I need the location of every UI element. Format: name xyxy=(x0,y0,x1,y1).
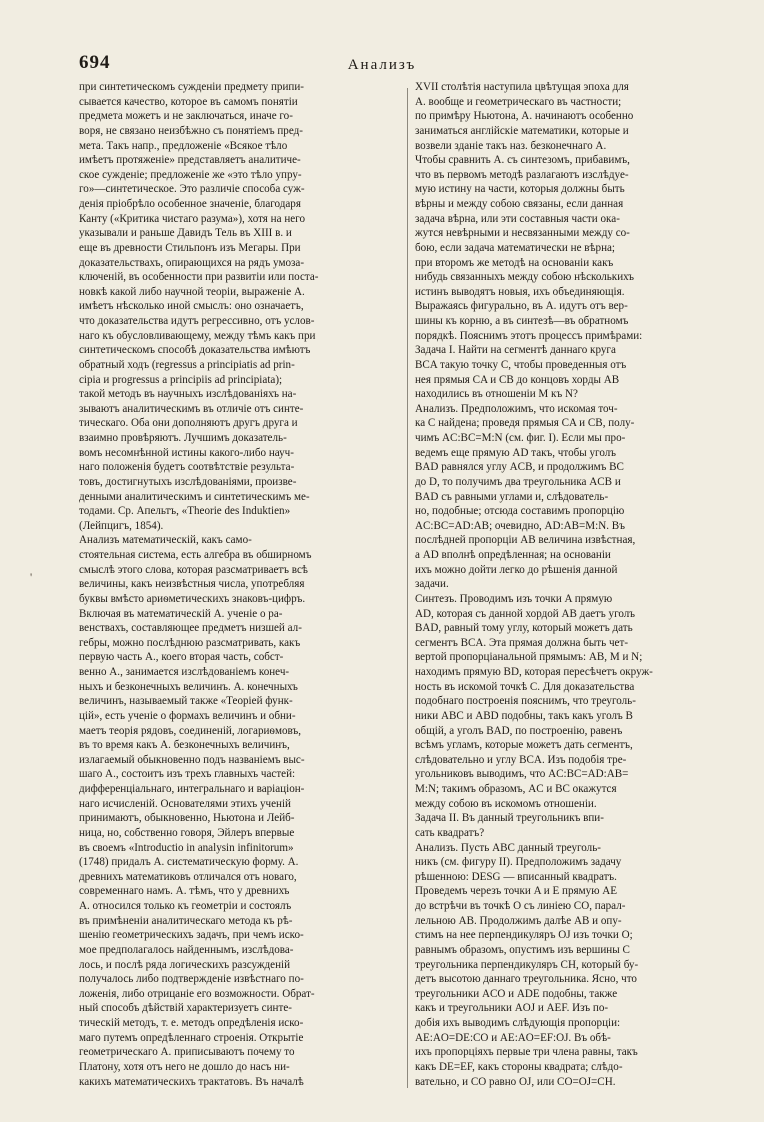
text-line: геометрическаго А. приписываютъ почему то xyxy=(79,1046,295,1059)
text-line: всѣмъ угламъ, которые можетъ дать сегментъ, xyxy=(415,739,633,752)
text-line: венно А., занимается изслѣдованіемъ конеч- xyxy=(79,666,290,678)
text-line: AD, которая съ данной хордой AB даетъ уголъ xyxy=(415,607,636,620)
text-line: находимъ прямую BD, которая пересѣчетъ окруж- xyxy=(415,666,653,678)
text-line: задачи. xyxy=(415,578,449,591)
text-line: зываютъ аналитическимъ въ отличіе отъ синте- xyxy=(79,402,304,415)
text-line: Задача II. Въ данный треугольникъ впи- xyxy=(415,812,604,825)
text-line: венствахъ, составляющее предметъ низшей ал- xyxy=(79,622,302,635)
text-line: cipia и progressus a principiis ad principiata); xyxy=(79,373,283,386)
text-line: никъ (см. фигуру II). Предположимъ задачу xyxy=(415,856,622,869)
text-line: детъ высотою даннаго треугольника. Ясно, что xyxy=(415,973,637,986)
text-line: послѣдней пропорціи AB величина извѣстная, xyxy=(415,534,636,547)
text-line: наго къ обусловливающему, между тѣмъ какъ при xyxy=(79,329,316,342)
text-line: обратный ходъ (regressus a principiatis ad prin- xyxy=(79,358,295,371)
text-line: Выражаясь фигурально, въ А. идутъ отъ вер- xyxy=(415,300,628,313)
text-line: вѣрны и между собою связаны, если данная xyxy=(415,198,624,210)
text-line: вательно, и CO равно OJ, или CO=OJ=CH. xyxy=(415,1075,616,1088)
text-line: А. вообще и геометрическаго въ частности; xyxy=(415,95,622,108)
text-line: Канту («Критика чистаго разума»), хотя на него xyxy=(79,212,306,225)
text-line: ложенія, либо отрицаніе его возможности. Обрат- xyxy=(79,987,315,1000)
text-line: AC:BC=AD:AB; очевидно, AD:AB=M:N. Въ xyxy=(415,519,625,532)
text-line: нея прямыя CA и CB до концовъ хорды AB xyxy=(415,373,620,386)
text-line: сегментъ BCA. Эта прямая должна быть чет- xyxy=(415,636,629,649)
text-line: ихъ можно дойти легко до рѣшенія данной xyxy=(415,563,618,576)
left-column xyxy=(79,80,407,1096)
text-line: товъ, достигнутыхъ изслѣдованіями, произве- xyxy=(79,475,297,488)
running-head: Анализъ xyxy=(347,57,417,73)
text-line: цій», есть ученіе о формахъ величинъ и обни- xyxy=(79,709,296,722)
text-line: стоятельная система, есть алгебра въ обширномъ xyxy=(79,549,312,561)
text-line: подобнаго построенія пояснимъ, что треуголь- xyxy=(415,695,636,708)
text-line: рѣшенною: DESG — вписанный квадратъ. xyxy=(415,870,617,883)
text-line: Синтезъ. Проводимъ изъ точки A прямую xyxy=(415,592,613,605)
text-line: ведемъ еще прямую AD такъ, чтобы уголъ xyxy=(415,446,616,459)
text-line: истинъ выводятъ новыя, ихъ объединяющія. xyxy=(415,285,625,298)
text-line: бою, если задача математически не вѣрна; xyxy=(415,241,616,254)
text-line: жутся невѣрными и несвязанными между со- xyxy=(415,227,630,240)
text-line: стимъ на нее перпендикуляръ OJ изъ точки O; xyxy=(415,929,633,942)
text-line: ныхъ и безконечныхъ величинъ. А. конечныхъ xyxy=(79,680,298,693)
text-line: маетъ теорія рядовъ, соединеній, логариѳмовъ, xyxy=(79,724,302,737)
text-line: а AD вполнѣ опредѣленная; на основаніи xyxy=(415,549,611,561)
text-line: вертой пропорціанальной прямымъ: AB, M и N; xyxy=(415,651,643,664)
text-line: указывали и раньше Давидъ Тель въ XIII в. и xyxy=(79,227,292,240)
text-line: Анализъ. Предположимъ, что искомая точ- xyxy=(415,402,618,415)
text-line: взаимно провѣряютъ. Лучшимъ доказатель- xyxy=(79,432,287,444)
text-line: BAD равнялся углу ACB, и продолжимъ BC xyxy=(415,461,624,474)
text-line: предмета можетъ и не заключаться, иначе го- xyxy=(79,110,293,123)
text-line: находились въ отношеніи M къ N? xyxy=(415,388,578,401)
text-line: общій, а уголъ BAD, по построенію, равенъ xyxy=(415,724,623,737)
text-line: возвели зданіе такъ наз. безконечнаго А. xyxy=(415,139,607,152)
text-line: какъ DE=EF, какъ стороны квадрата; слѣдо- xyxy=(415,1060,623,1073)
text-line: ка C найдена; проведя прямыя CA и CB, полу- xyxy=(415,417,635,430)
text-line: BCA такую точку C, чтобы проведенныя отъ xyxy=(415,358,627,371)
text-line: имѣетъ протяженіе» представляетъ аналитиче- xyxy=(79,154,301,167)
text-line: ское сужденіе; предложеніе же «это тѣло упру- xyxy=(79,168,302,181)
text-line: по примѣру Ньютона, А. начинаютъ особенно xyxy=(415,110,634,123)
text-line: вомъ несомнѣнной истины какого-либо науч- xyxy=(79,446,294,459)
text-line: чимъ AC:BC=M:N (см. фиг. I). Если мы про- xyxy=(415,432,626,444)
text-line: смыслѣ этого слова, которая разсматриваетъ всѣ xyxy=(79,563,308,576)
text-line: дифференціальнаго, интегральнаго и варіаціон- xyxy=(79,783,305,795)
column-divider xyxy=(407,88,408,1088)
text-line: M:N; такимъ образомъ, AC и BC окажутся xyxy=(415,783,617,795)
text-line: Включая въ математическій А. ученіе о ра- xyxy=(79,607,283,620)
text-line: такой методъ въ научныхъ изслѣдованіяхъ на- xyxy=(79,388,297,401)
text-line: въ примѣненіи аналитическаго метода къ рѣ- xyxy=(79,914,293,927)
text-line: XVII столѣтія наступила цвѣтущая эпоха для xyxy=(415,81,629,93)
text-line: денными аналитическимъ и синтетическимъ ме- xyxy=(79,490,310,503)
text-line: задача вѣрна, или эти составныя части ока- xyxy=(415,212,620,225)
text-line: лось, и послѣ ряда логическихъ разсужденій xyxy=(79,958,291,971)
text-line: ность въ искомой точкѣ C. Для доказательства xyxy=(415,680,635,693)
text-line: сывается качество, которое въ самомъ понятіи xyxy=(79,95,298,108)
page-number: 694 xyxy=(79,52,111,73)
text-line: Чтобы сравнить А. съ синтезомъ, прибавимъ, xyxy=(415,154,630,167)
text-line: воря, не связано неизбѣжно съ понятіемъ пред- xyxy=(79,124,303,137)
text-line: тическій методъ, т. е. методъ опредѣленія иско- xyxy=(79,1017,304,1029)
text-line: сать квадратъ? xyxy=(415,826,485,839)
text-line: Задача I. Найти на сегментѣ даннаго круга xyxy=(415,344,616,357)
text-line: BAD съ равными углами и, слѣдователь- xyxy=(415,490,609,503)
text-line: мое предполагалось найденнымъ, изслѣдова- xyxy=(79,943,294,956)
text-line: при второмъ же методѣ на основаніи какъ xyxy=(415,256,614,269)
text-line: нибудь связанныхъ между собою нѣсколькихъ xyxy=(415,271,634,284)
text-line: въ своемъ «Introductio in analysin infinitorum» xyxy=(79,841,294,854)
text-line: шины къ корню, а въ синтезѣ—въ обратномъ xyxy=(415,315,629,327)
text-line: тодами. Ср. Апельтъ, «Theorie des Induktien» xyxy=(79,505,291,518)
text-line: слѣдовательно и углу BCA. Изъ подобія тре- xyxy=(415,753,627,766)
margin-mark: ' xyxy=(30,570,33,584)
text-line: заниматься англійскіе математики, которые и xyxy=(415,124,629,137)
right-column xyxy=(415,80,743,1096)
text-line: при синтетическомъ сужденіи предмету припи- xyxy=(79,81,304,93)
text-line: мета. Такъ напр., предложеніе «Всякое тѣло xyxy=(79,139,288,152)
text-line: угольниковъ выводимъ, что AC:BC=AD:AB= xyxy=(415,768,629,781)
text-line: (Лейпцигъ, 1854). xyxy=(79,519,164,532)
text-line: до встрѣчи въ точкѣ O съ линіею CO, парал- xyxy=(415,900,626,912)
text-line: принимаютъ, обыкновенно, Ньютона и Лейб- xyxy=(79,812,295,825)
text-line: ключеній, въ особенности при развитіи или поста- xyxy=(79,271,319,284)
text-line: доказательствахъ, опирающихся на рядъ умоза- xyxy=(79,256,305,269)
text-line: денія пріобрѣло особенное значеніе, благодаря xyxy=(79,198,301,210)
text-line: величинъ, называемый также «Теоріей функ- xyxy=(79,695,293,708)
text-line: ники ABC и ABD подобны, такъ какъ уголъ B xyxy=(415,709,633,722)
text-line: треугольника перпендикуляръ CH, который бу- xyxy=(415,958,639,971)
text-line: ный способъ дѣйствій характеризуетъ синте- xyxy=(79,1002,292,1015)
text-line: но, подобные; отсюда составимъ пропорцію xyxy=(415,505,625,518)
text-line: шенію геометрическихъ задачъ, при чемъ иско- xyxy=(79,929,304,942)
text-line: между собою въ искомомъ отношеніи. xyxy=(415,797,597,810)
text-line: мую истину на части, которыя должны быть xyxy=(415,183,625,196)
text-line: (1748) придалъ А. систематическую форму. А. xyxy=(79,856,299,869)
text-line: лельною AB. Продолжимъ далѣе AB и опу- xyxy=(415,914,622,927)
text-line: ница, но, собственно говоря, Эйлеръ впервые xyxy=(79,826,295,839)
text-line: AE:AO=DE:CO и AE:AO=EF:OJ. Въ обѣ- xyxy=(415,1031,611,1044)
text-line: величины, какъ неизвѣстныя числа, употребляя xyxy=(79,578,305,591)
text-line: буквы вмѣсто ариѳметическихъ знаковъ-цифръ. xyxy=(79,592,306,605)
text-line: еще въ древности Стильпонъ изъ Мегары. При xyxy=(79,241,301,254)
text-line: новкѣ какой либо научной теоріи, выраженіе А. xyxy=(79,285,305,298)
text-line: что въ первомъ методѣ разлагаютъ изслѣдуе- xyxy=(415,168,629,181)
text-line: Платону, хотя отъ него не дошло до насъ ни- xyxy=(79,1060,290,1073)
text-line: въ то время какъ А. безконечныхъ величинъ, xyxy=(79,739,290,752)
text-line: современнаго намъ. А. тѣмъ, что у древнихъ xyxy=(79,885,290,898)
text-line: древнихъ математиковъ отличался отъ новаго, xyxy=(79,870,297,883)
text-line: имѣетъ нѣсколько иной смыслъ: оно означаетъ, xyxy=(79,300,304,313)
text-line: порядкѣ. Пояснимъ этотъ процессъ примѣрами: xyxy=(415,329,643,342)
text-line: первую часть А., коего вторая часть, собст- xyxy=(79,651,284,664)
text-line: излагаемый обыкновенно подъ названіемъ выс- xyxy=(79,753,305,766)
text-line: треугольники ACO и ADE подобны, также xyxy=(415,987,618,1000)
text-line: шаго А., состоитъ изъ трехъ главныхъ частей: xyxy=(79,768,296,781)
text-line: BAD, равный тому углу, который можетъ дать xyxy=(415,622,633,635)
text-line: Анализъ. Пусть ABC данный треуголь- xyxy=(415,841,601,854)
text-line: равнымъ образомъ, опустимъ изъ вершины C xyxy=(415,943,630,956)
text-line: какихъ математическихъ трактатовъ. Въ началѣ xyxy=(79,1075,304,1088)
text-line: го»—синтетическое. Это различіе способа суж- xyxy=(79,183,305,196)
text-line: наго положенія будетъ соотвѣтствіе результа- xyxy=(79,461,295,474)
text-line: Анализъ математическій, какъ само- xyxy=(79,534,252,547)
text-line: синтетическомъ способѣ доказательства имѣютъ xyxy=(79,344,311,357)
text-line: что доказательства идутъ регрессивно, отъ услов- xyxy=(79,315,315,327)
text-line: тическаго. Оба они дополняютъ другъ друга и xyxy=(79,417,298,430)
text-line: А. относился только къ геометріи и состоялъ xyxy=(79,900,292,912)
text-line: какъ и треугольники AOJ и AEF. Изъ по- xyxy=(415,1002,609,1015)
text-line: добія ихъ выводимъ слѣдующія пропорціи: xyxy=(415,1017,621,1029)
text-line: наго исчисленій. Основателями этихъ ученій xyxy=(79,797,291,810)
text-line: гебры, можно послѣднюю разсматривать, какъ xyxy=(79,636,301,649)
text-line: ихъ пропорціяхъ первые три члена равны, такъ xyxy=(415,1046,638,1059)
text-line: получалось либо подтвержденіе извѣстнаго по- xyxy=(79,973,304,986)
text-line: до D, то получимъ два треугольника ACB и xyxy=(415,475,621,488)
text-line: маго путемъ опредѣленнаго строенія. Открытіе xyxy=(79,1031,304,1044)
text-line: Проведемъ черезъ точки A и E прямую AE xyxy=(415,885,618,898)
